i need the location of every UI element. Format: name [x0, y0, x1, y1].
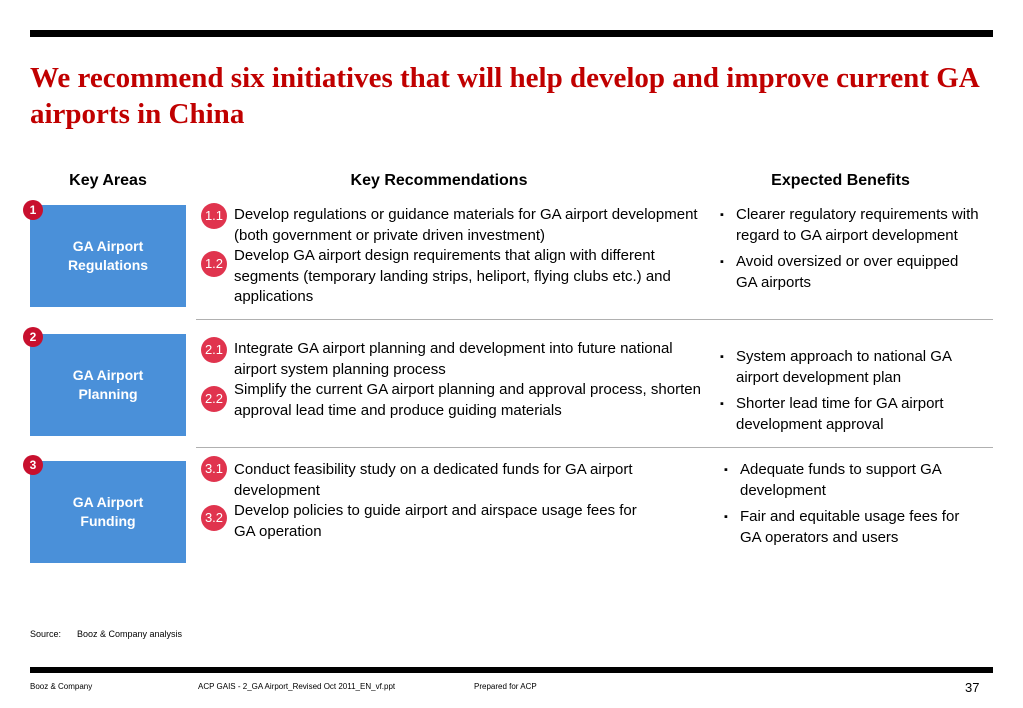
bullet-icon: ▪: [720, 398, 724, 410]
area-box-funding: [30, 461, 186, 563]
header-key-areas: Key Areas: [69, 172, 147, 189]
header-key-recommendations: Key Recommendations: [350, 172, 528, 189]
rec-text-3-1: Conduct feasibility study on a dedicated funds for GA airport development: [234, 461, 633, 499]
benefits-list-funding: [722, 460, 984, 554]
area-box-planning: [30, 334, 186, 436]
row-number-badge: 1: [23, 200, 43, 220]
benefit-item: ▪ System approach to national GA airport development plan: [720, 348, 952, 386]
footer-prepared: Prepared for ACP: [474, 682, 537, 691]
area-label: GA Airport Regulations: [67, 238, 149, 273]
bullet-icon: ▪: [724, 511, 728, 523]
area-box-regulations: [30, 205, 186, 307]
benefit-item: ▪ Clearer regulatory requirements with regard to GA airport development: [720, 206, 979, 244]
source-label: Source:: [30, 629, 62, 639]
benefits-list-regulations: [718, 205, 983, 299]
bullet-icon: ▪: [720, 256, 724, 268]
benefit-item: ▪ Adequate funds to support GA development: [724, 461, 941, 499]
rec-text-1-1: Develop regulations or guidance materials for GA airport development (both government or private driven investment): [234, 206, 698, 244]
rec-badge-3-1: 3.1: [201, 456, 227, 482]
bullet-icon: ▪: [720, 209, 724, 221]
rec-text-2-1: Integrate GA airport planning and development into future national airport system planning process: [234, 340, 673, 378]
bullet-icon: ▪: [720, 351, 724, 363]
rec-badge-2-1: 2.1: [201, 337, 227, 363]
rec-text-2-2: Simplify the current GA airport planning and approval process, shorten approval lead time and produce guiding materials: [234, 381, 701, 419]
benefit-item: ▪ Fair and equitable usage fees for GA operators and users: [724, 508, 960, 546]
area-label: GA Airport Funding: [72, 494, 144, 529]
row-number-badge: 2: [23, 327, 43, 347]
rec-text-1-2: Develop GA airport design requirements that align with different segments (temporary landing strips, heliport, flying clubs etc.) and applications: [234, 247, 671, 305]
bullet-icon: ▪: [724, 464, 728, 476]
page-title: We recommend six initiatives that will help develop and improve current GA airports in China: [30, 62, 979, 130]
area-label: GA Airport Planning: [72, 367, 144, 402]
benefit-item: ▪ Avoid oversized or over equipped GA airports: [720, 253, 959, 291]
footer-company: Booz & Company: [30, 682, 93, 691]
rec-text-3-2: Develop policies to guide airport and airspace usage fees for GA operation: [234, 502, 637, 540]
rec-badge-3-2: 3.2: [201, 505, 227, 531]
rec-badge-2-2: 2.2: [201, 386, 227, 412]
header-expected-benefits: Expected Benefits: [771, 172, 910, 189]
rec-badge-1-1: 1.1: [201, 203, 227, 229]
row-number-badge: 3: [23, 455, 43, 475]
footer-file: ACP GAIS - 2_GA Airport_Revised Oct 2011_EN_vf.ppt: [198, 682, 396, 691]
source-text: Booz & Company analysis: [77, 629, 183, 639]
benefit-item: ▪ Shorter lead time for GA airport development approval: [720, 395, 944, 433]
bottom-rule: [30, 667, 993, 673]
top-rule: [30, 30, 993, 37]
row-separator: [196, 319, 993, 320]
benefits-list-planning: [718, 347, 983, 441]
rec-badge-1-2: 1.2: [201, 251, 227, 277]
row-separator: [196, 447, 993, 448]
page-number: 37: [965, 680, 980, 695]
source-note: [30, 629, 182, 639]
